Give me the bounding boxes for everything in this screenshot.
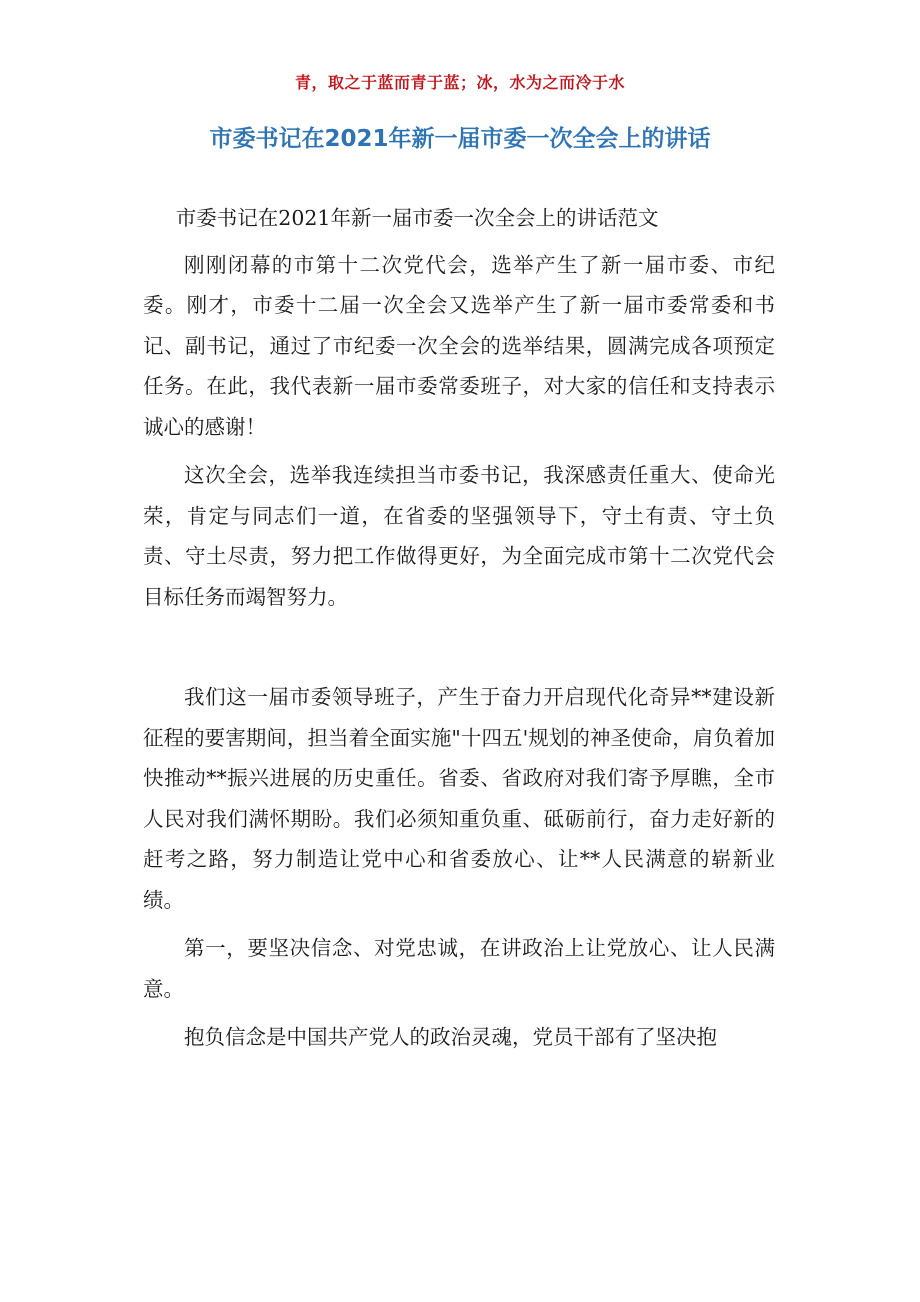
paragraph-spacer xyxy=(143,625,775,677)
paragraph: 刚刚闭幕的市第十二次党代会，选举产生了新一届市委、市纪委。刚才，市委十二届一次全会又选举产生了新一届市委常委和书记、副书记，通过了市纪委一次全会的选举结果，圆满完成各项预定任务。在此，我代表新一届市委常委班子，对大家的信任和支持表示诚心的感谢！ xyxy=(143,252,775,439)
paragraph: 我们这一届市委领导班子，产生于奋力开启现代化奇异**建设新征程的要害期间，担当着全面实施"十四五'规划的神圣使命，肩负着加快推动**振兴进展的历史重任。省委、省政府对我们寄予厚瞧，全市人民对我们满怀期盼。我们必须知重负重、砥砺前行，奋力走好新的赶考之路，努力制造让党中心和省委放心、让**人民满意的崭新业绩。 xyxy=(143,685,775,912)
paragraph: 第一，要坚决信念、对党忠诚，在讲政治上让党放心、让人民满意。 xyxy=(143,936,775,1001)
document-body xyxy=(143,198,775,1066)
paragraph: 这次全会，选举我连续担当市委书记，我深感责任重大、使命光荣，肯定与同志们一道，在省委的坚强领导下，守土有责、守土负责、守土尽责，努力把工作做得更好，为全面完成市第十二次党代会目标任务而竭智努力。 xyxy=(143,463,775,609)
header-motto: 青，取之于蓝而青于蓝；冰，水为之而冷于水 xyxy=(294,73,625,92)
document-title: 市委书记在2021年新一届市委一次全会上的讲话 xyxy=(209,126,711,152)
paragraph: 抱负信念是中国共产党人的政治灵魂，党员干部有了坚决抱 xyxy=(184,1025,717,1049)
document-subtitle: 市委书记在2021年新一届市委一次全会上的讲话范文 xyxy=(175,206,659,230)
